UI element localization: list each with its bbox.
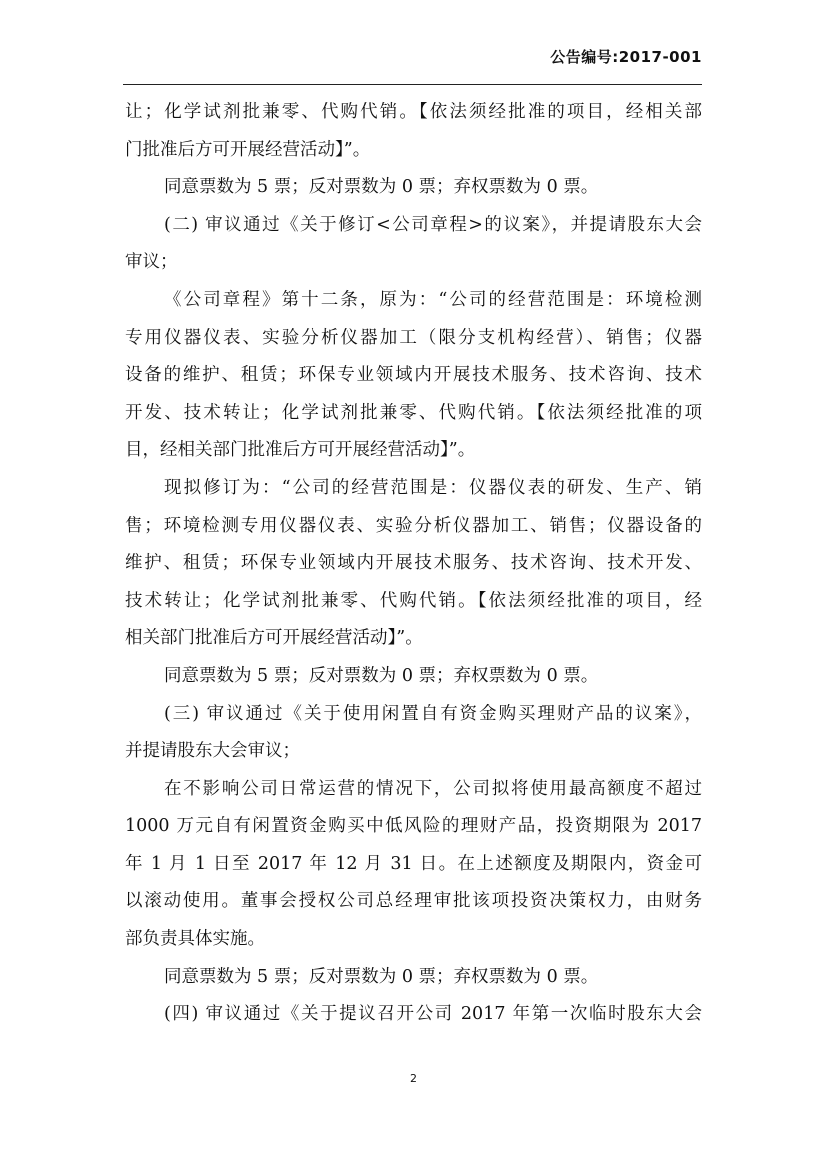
text-line: 相关部门批准后方可开展经营活动】”。 — [125, 628, 423, 649]
text-line: 以滚动使用。董事会授权公司总经理审批该项投资决策权力，由财务 — [125, 891, 702, 912]
text-line: 专用仪器仪表、实验分析仪器加工（限分支机构经营）、销售；仪器 — [125, 327, 702, 348]
text-line: 在不影响公司日常运营的情况下，公司拟将使用最高额度不超过 — [164, 778, 702, 799]
document-body — [125, 94, 702, 1034]
header-divider — [123, 84, 702, 85]
text-line: 让；化学试剂批兼零、代购代销。【依法须经批准的项目，经相关部 — [125, 102, 702, 122]
resolution-heading: (四) 审议通过《关于提议召开公司 2017 年第一次临时股东大会 — [164, 1004, 702, 1025]
text-line: 审议； — [125, 252, 178, 273]
vote-result-line: 同意票数为 5 票；反对票数为 0 票；弃权票数为 0 票。 — [164, 177, 599, 198]
text-line: 设备的维护、租赁；环保专业领域内开展技术服务、技术咨询、技术 — [125, 365, 702, 386]
notice-number: 公告编号:2017-001 — [550, 48, 702, 66]
text-line: 技术转让；化学试剂批兼零、代购代销。【依法须经批准的项目，经 — [125, 590, 702, 611]
text-line: 目，经相关部门批准后方可开展经营活动】”。 — [125, 440, 476, 461]
resolution-heading: (二) 审议通过《关于修订<公司章程>的议案》，并提请股东大会 — [164, 214, 702, 235]
vote-result-line: 同意票数为 5 票；反对票数为 0 票；弃权票数为 0 票。 — [164, 966, 599, 987]
text-line: 年 1 月 1 日至 2017 年 12 月 31 日。在上述额度及期限内，资金可 — [125, 853, 702, 874]
text-line: 《公司章程》第十二条，原为：“公司的经营范围是：环境检测 — [164, 289, 702, 310]
text-line: 售；环境检测专用仪器仪表、实验分析仪器加工、销售；仪器设备的 — [125, 515, 702, 536]
text-line: 开发、技术转让；化学试剂批兼零、代购代销。【依法须经批准的项 — [125, 402, 702, 423]
text-line: 部负责具体实施。 — [125, 929, 265, 950]
text-line: 维护、租赁；环保专业领域内开展技术服务、技术咨询、技术开发、 — [125, 553, 702, 574]
page-number: 2 — [410, 1072, 417, 1085]
text-line: 1000 万元自有闲置资金购买中低风险的理财产品，投资期限为 2017 — [125, 816, 702, 837]
text-line: 并提请股东大会审议； — [125, 741, 300, 762]
resolution-heading: (三) 审议通过《关于使用闲置自有资金购买理财产品的议案》， — [164, 703, 702, 724]
text-line: 现拟修订为：“公司的经营范围是：仪器仪表的研发、生产、销 — [164, 477, 702, 498]
text-line: 门批准后方可开展经营活动】”。 — [125, 139, 371, 160]
vote-result-line: 同意票数为 5 票；反对票数为 0 票；弃权票数为 0 票。 — [164, 665, 599, 686]
